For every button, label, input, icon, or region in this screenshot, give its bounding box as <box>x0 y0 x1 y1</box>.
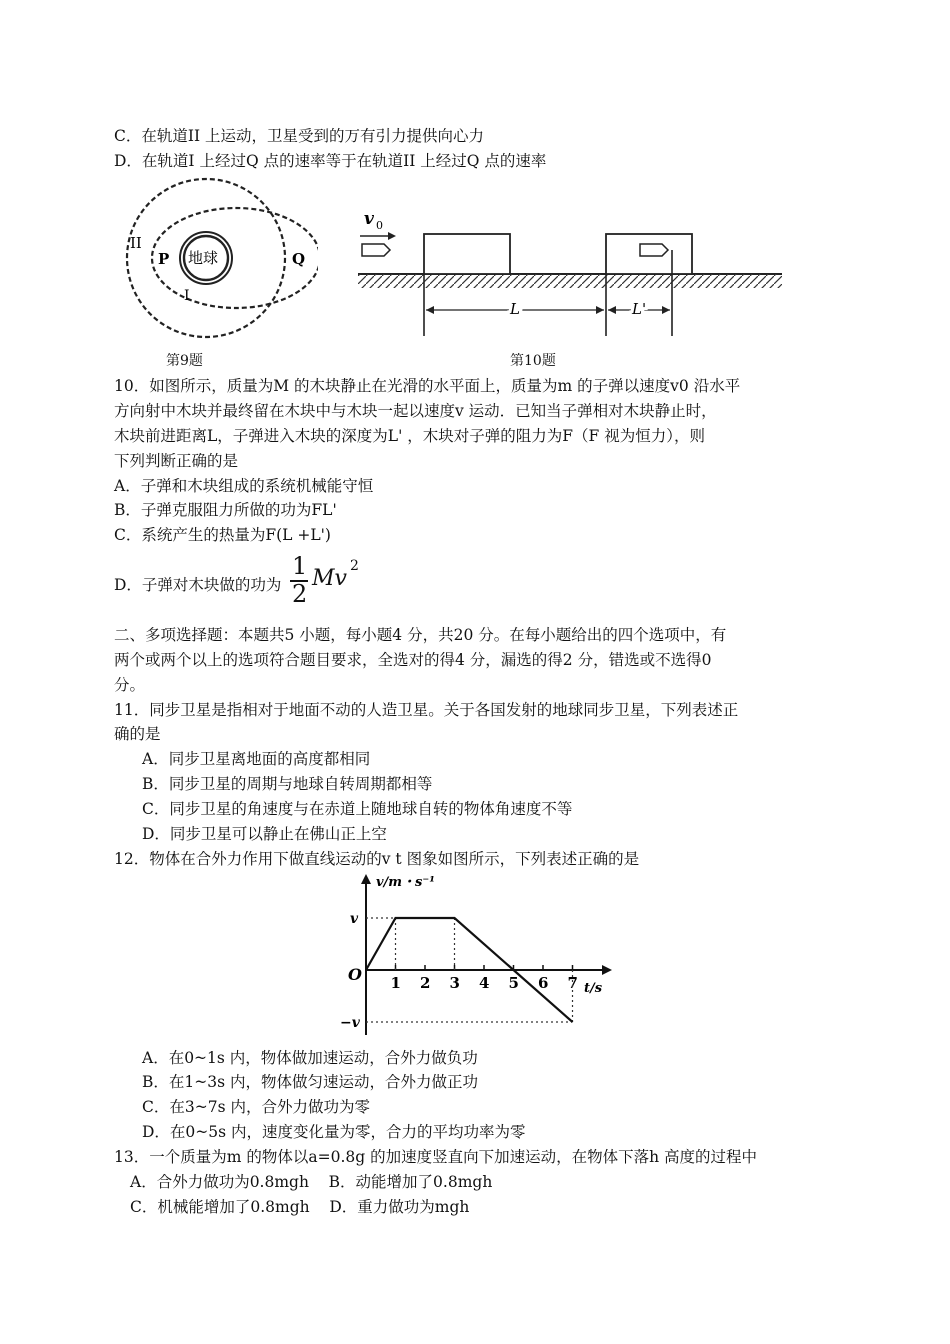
ground-hatch <box>358 274 782 288</box>
figure-9-orbits <box>118 168 318 348</box>
q9-option-d: D．在轨道I 上经过Q 点的速率等于在轨道II 上经过Q 点的速率 <box>114 152 547 170</box>
x-axis-label: t/s <box>584 981 603 996</box>
label-earth: 地球 <box>188 249 219 267</box>
q10-option-a: A．子弹和木块组成的系统机械能守恒 <box>114 477 374 495</box>
block-initial <box>424 234 510 274</box>
q9-option-c: C．在轨道II 上运动，卫星受到的万有引力提供向心力 <box>114 127 485 145</box>
bullet-final <box>640 244 668 256</box>
x-tick-label: 4 <box>479 974 490 992</box>
vt-graph <box>340 870 620 1040</box>
formula-exponent: 2 <box>350 558 359 574</box>
q12-stem: 12．物体在合外力作用下做直线运动的v t 图象如图所示，下列表述正确的是 <box>114 850 640 868</box>
y-tick-label: v <box>350 911 359 927</box>
figure-9-caption: 第9题 <box>166 353 203 369</box>
section-2-line-2: 两个或两个以上的选项符合题目要求，全选对的得4 分，漏选的得2 分，错选或不选得0 <box>114 651 712 669</box>
figure-10-bullet-block <box>350 196 790 346</box>
q13-options-ab: A．合外力做功为0.8mgh B．动能增加了0.8mgh <box>130 1173 493 1191</box>
y-axis-label: v/m・s⁻¹ <box>376 875 435 890</box>
q12-option-c: C．在3~7s 内，合外力做功为零 <box>142 1098 370 1116</box>
q13-options-cd: C．机械能增加了0.8mgh D．重力做功为mgh <box>130 1198 470 1216</box>
y-tick-label: −v <box>340 1015 360 1031</box>
dimension-lp-arrow-right <box>662 306 670 314</box>
label-lp: L' <box>632 300 647 318</box>
q10-option-b: B．子弹克服阻力所做的功为FL' <box>114 501 337 519</box>
q10-option-d-formula <box>288 552 368 608</box>
q11-line-1: 11．同步卫星是指相对于地面不动的人造卫星。关于各国发射的地球同步卫星，下列表述正 <box>114 701 739 719</box>
q11-option-b: B．同步卫星的周期与地球自转周期都相等 <box>142 775 433 793</box>
label-orbit-ii: II <box>130 234 142 252</box>
q10-line-4: 下列判断正确的是 <box>114 452 239 470</box>
x-tick-label: 7 <box>567 974 578 992</box>
q12-option-b: B．在1~3s 内，物体做匀速运动，合外力做正功 <box>142 1073 478 1091</box>
fraction-numerator: 1 <box>292 552 308 580</box>
q11-option-d: D．同步卫星可以静止在佛山正上空 <box>142 825 387 843</box>
q11-option-c: C．同步卫星的角速度与在赤道上随地球自转的物体角速度不等 <box>142 800 573 818</box>
velocity-arrowhead <box>388 232 396 240</box>
label-orbit-i: I <box>184 288 190 304</box>
q11-line-2: 确的是 <box>114 725 161 743</box>
q10-line-1: 10．如图所示，质量为M 的木块静止在光滑的水平面上，质量为m 的子弹以速度v0 沿水平 <box>114 377 741 395</box>
figure-10-caption: 第10题 <box>510 353 556 369</box>
x-tick-label: 2 <box>420 974 431 992</box>
dimension-l-arrow-right <box>596 306 604 314</box>
q10-line-2: 方向射中木块并最终留在木块中与木块一起以速度v 运动．已知当子弹相对木块静止时， <box>114 402 717 420</box>
section-2-line-3: 分。 <box>114 676 146 694</box>
label-v0: v <box>364 209 374 229</box>
q12-option-a: A．在0~1s 内，物体做加速运动，合外力做负功 <box>142 1049 478 1067</box>
label-v0-sub: 0 <box>376 219 383 232</box>
dimension-lp-arrow-left <box>608 306 616 314</box>
y-axis-arrow <box>361 874 371 884</box>
fraction-denominator: 2 <box>292 580 308 608</box>
x-tick-label: 5 <box>508 974 519 992</box>
q13-stem: 13．一个质量为m 的物体以a=0.8g 的加速度竖直向下加速运动，在物体下落h 高度的过程中 <box>114 1148 757 1166</box>
label-q: Q <box>292 250 306 268</box>
x-tick-label: 1 <box>390 974 401 992</box>
label-l: L <box>510 300 520 318</box>
x-tick-label: 6 <box>538 974 549 992</box>
q10-option-d-prefix: D．子弹对木块做的功为 <box>114 576 282 594</box>
q10-line-3: 木块前进距离L，子弹进入木块的深度为L' ，木块对子弹的阻力为F（F 视为恒力），则 <box>114 427 705 445</box>
formula-mv: Mv <box>312 566 347 591</box>
q11-option-a: A．同步卫星离地面的高度都相同 <box>142 750 371 768</box>
label-p: P <box>158 250 170 268</box>
origin-label: O <box>348 965 362 984</box>
q12-option-d: D．在0~5s 内，速度变化量为零，合力的平均功率为零 <box>142 1123 526 1141</box>
x-tick-label: 3 <box>449 974 460 992</box>
x-axis-arrow <box>602 965 612 975</box>
q10-option-c: C．系统产生的热量为F(L +L') <box>114 526 331 544</box>
bullet-initial <box>362 244 390 256</box>
dimension-l-arrow-left <box>426 306 434 314</box>
section-2-line-1: 二、多项选择题：本题共5 小题，每小题4 分，共20 分。在每小题给出的四个选项中，有 <box>114 626 727 644</box>
